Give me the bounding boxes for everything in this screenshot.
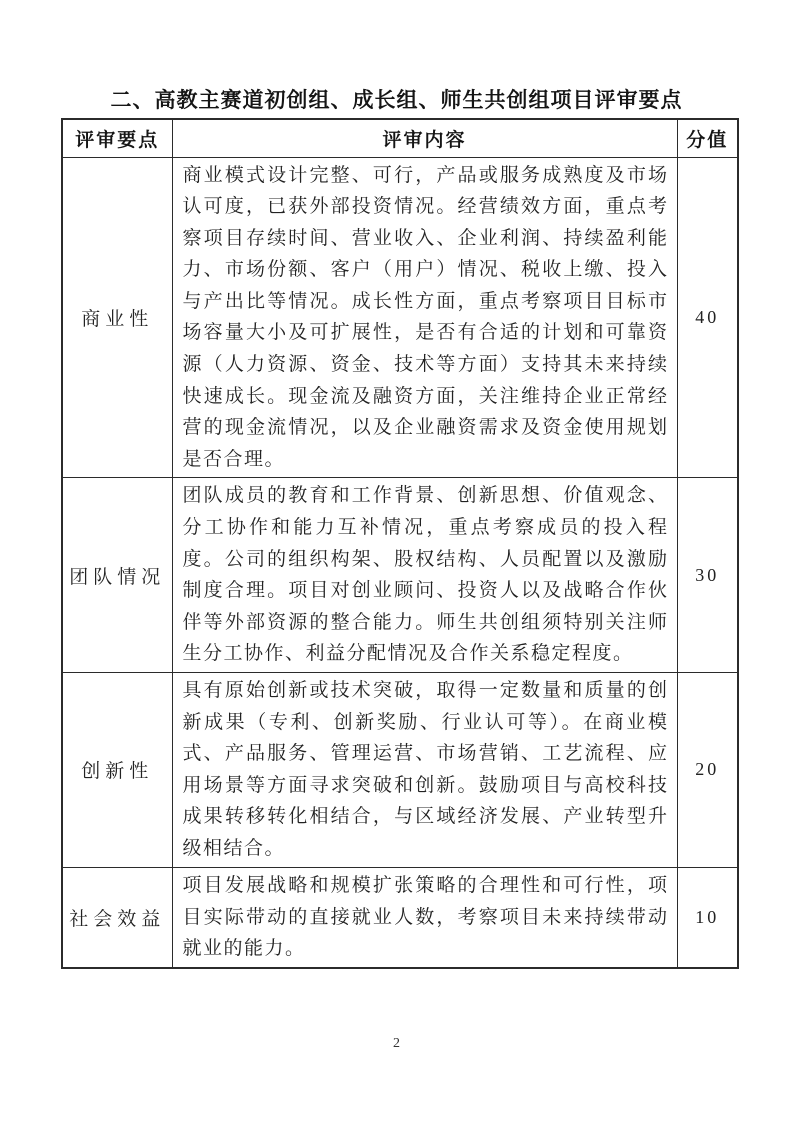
table-row: [62, 867, 738, 968]
table-header-row: [62, 119, 738, 157]
table-row: [62, 673, 738, 868]
page-number: 2: [393, 1036, 400, 1051]
review-point-label: 团队情况: [62, 478, 172, 673]
review-point-label: 商业性: [62, 157, 172, 478]
score-value: 20: [677, 673, 738, 868]
header-score: 分值: [677, 119, 738, 157]
score-value: 10: [677, 867, 738, 968]
header-review-content: 评审内容: [172, 119, 677, 157]
review-content-text: 具有原始创新或技术突破，取得一定数量和质量的创新成果（专利、创新奖励、行业认可等）。在商业模式、产品服务、管理运营、市场营销、工艺流程、应用场景等方面寻求突破和创新。鼓励项目与高校科技成果转移转化相结合，与区域经济发展、产业转型升级相结合。: [172, 673, 677, 868]
review-criteria-table: [61, 118, 739, 969]
header-review-point: 评审要点: [62, 119, 172, 157]
score-value: 30: [677, 478, 738, 673]
review-content-text: 团队成员的教育和工作背景、创新思想、价值观念、分工协作和能力互补情况，重点考察成员的投入程度。公司的组织构架、股权结构、人员配置以及激励制度合理。项目对创业顾问、投资人以及战略合作伙伴等外部资源的整合能力。师生共创组须特别关注师生分工协作、利益分配情况及合作关系稳定程度。: [172, 478, 677, 673]
page-title: 二、高教主赛道初创组、成长组、师生共创组项目评审要点: [110, 89, 683, 112]
review-point-label: 创新性: [62, 673, 172, 868]
review-content-text: 商业模式设计完整、可行，产品或服务成熟度及市场认可度，已获外部投资情况。经营绩效方面，重点考察项目存续时间、营业收入、企业利润、持续盈利能力、市场份额、客户（用户）情况、税收上缴、投入与产出比等情况。成长性方面，重点考察项目目标市场容量大小及可扩展性，是否有合适的计划和可靠资源（人力资源、资金、技术等方面）支持其未来持续快速成长。现金流及融资方面，关注维持企业正常经营的现金流情况，以及企业融资需求及资金使用规划是否合理。: [172, 157, 677, 478]
review-content-text: 项目发展战略和规模扩张策略的合理性和可行性，项目实际带动的直接就业人数，考察项目未来持续带动就业的能力。: [172, 867, 677, 968]
table-row: [62, 157, 738, 478]
score-value: 40: [677, 157, 738, 478]
table-row: [62, 478, 738, 673]
review-point-label: 社会效益: [62, 867, 172, 968]
